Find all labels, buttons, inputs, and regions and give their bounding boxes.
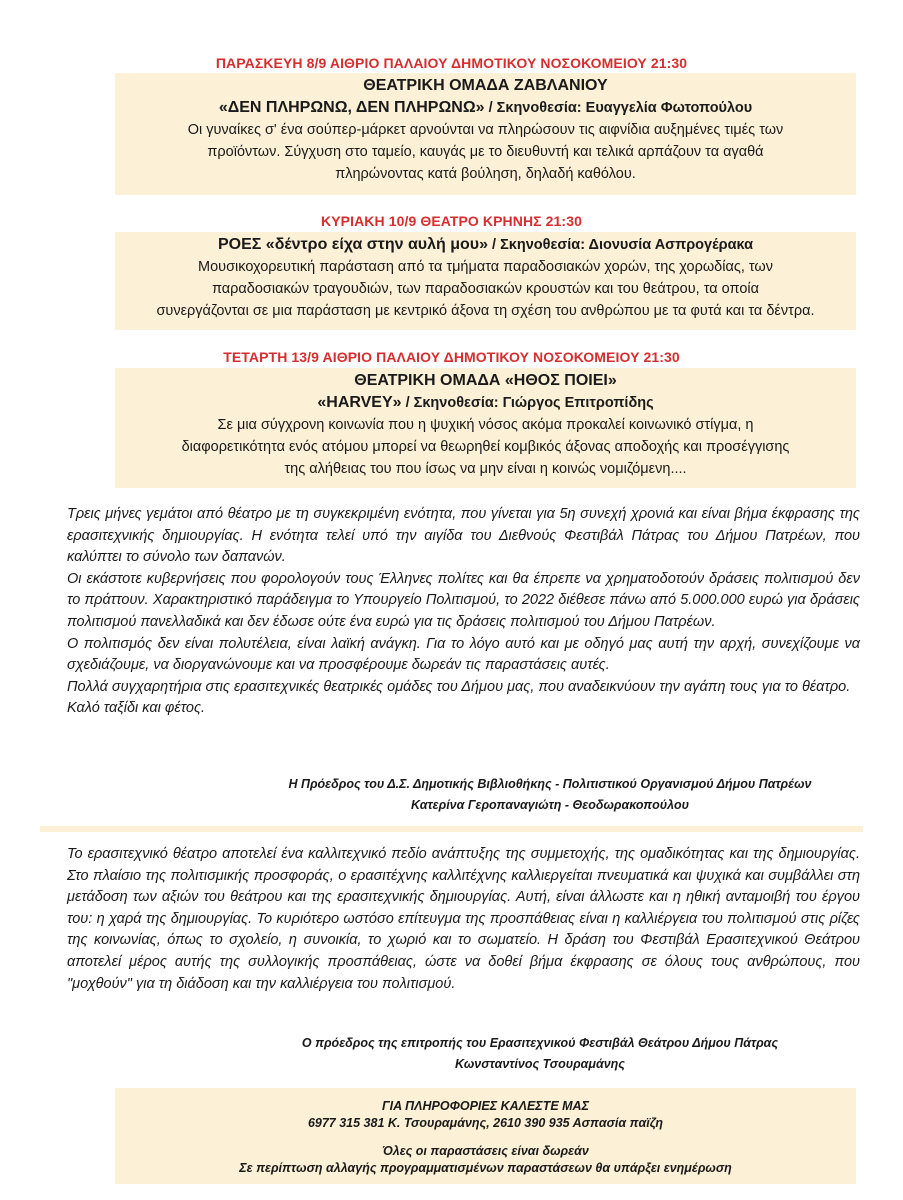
message-2-signature-name: Κωνσταντίνος Τσουραμάνης <box>455 1057 625 1071</box>
event-1-play: «ΔΕΝ ΠΛΗΡΩΝΩ, ΔΕΝ ΠΛΗΡΩΝΩ» <box>218 99 485 116</box>
event-2-desc-line: συνεργάζονται σε μια παράσταση με κεντρικό άξονα τη σχέση του ανθρώπου με τα φυτά και τα δέντρα. <box>156 303 815 319</box>
message-1-signature <box>200 774 900 816</box>
message-1-paragraph: Οι εκάστοτε κυβερνήσεις που φορολογούν τους Έλληνες πολίτες και θα έπρεπε να χρηματοδοτούν δράσεις πολιτισμού δεν το πράττουν. Χαρακτηριστικό παράδειγμα το Υπουργείο Πολιτισμού, το 2022 διέθεσε πάνω από 5.000.000 ευρώ για δράσεις πολιτισμού πανελλαδικά και δεν έδωσε ούτε ένα ευρώ για τις δράσεις πολιτισμού του Δήμου Πατρέων. <box>67 570 860 630</box>
contact-title: ΓΙΑ ΠΛΗΡΟΦΟΡΙΕΣ ΚΑΛΕΣΤΕ ΜΑΣ <box>382 1099 589 1113</box>
event-2-title-line <box>115 234 856 256</box>
contact-phones: 6977 315 381 Κ. Τσουραμάνης, 2610 390 935 Ασπασία παϊζη <box>307 1116 664 1130</box>
event-1-box <box>115 73 856 195</box>
event-2-box <box>115 232 856 330</box>
message-2-signature <box>190 1033 890 1075</box>
event-2-director: / Σκηνοθεσία: Διονυσία Ασπρογέρακα <box>487 237 754 253</box>
message-2-signature-title: Ο πρόεδρος της επιτροπής του Ερασιτεχνικού Φεστιβάλ Θεάτρου Δήμου Πάτρας <box>301 1036 779 1050</box>
message-2-text <box>67 844 860 995</box>
message-1-paragraph: Πολλά συγχαρητήρια στις ερασιτεχνικές θεατρικές ομάδες του Δήμου μας, που αναδεικνύουν την αγάπη τους για το θέατρο. <box>67 678 851 695</box>
event-2-desc-line: Μουσικοχορευτική παράσταση από τα τμήματα παραδοσιακών χορών, της χορωδίας, των <box>198 259 773 275</box>
event-3-desc-line: της αλήθειας του που ίσως να μην είναι η κοινώς νομιζόμενη.... <box>284 461 687 477</box>
event-3-play: «HARVEY» <box>317 394 402 411</box>
message-2-paragraph: Το ερασιτεχνικό θέατρο αποτελεί ένα καλλιτεχνικό πεδίο ανάπτυξης της συμμετοχής, της ομαδικότητας και της δημιουργίας. Στο πλαίσιο της πολιτισμικής προσφοράς, ο ερασιτέχνης καλλιτέχνης καλλιεργείται πνευματικά και ψυχικά και συμβάλλει στη μετάδοση των αξιών του θεάτρου και της ερασιτεχνικής δημιουργίας. Αυτή, είναι άλλωστε και η ηθική ανταμοιβή του έργου του: η χαρά της δημιουργίας. Το κυριότερο ωστόσο επίτευγμα της προσπάθειας είναι η καλλιέργεια του πολιτισμού στις ρίζες της κοινωνίας, όπως το σχολείο, η συνοικία, το χωριό και το σωματείο. Η δράση του Φεστιβάλ Ερασιτεχνικού Θεάτρου αποτελεί μέρος αυτής της συλλογικής προσπάθειας, ώστε να δοθεί βήμα έκφρασης σε όλους τους ανθρώπους, που "μοχθούν" για τη διάδοση και την καλλιέργεια του πολιτισμού. <box>67 846 860 992</box>
message-1-signature-name: Κατερίνα Γεροπαναγιώτη - Θεοδωρακοπούλου <box>411 798 689 812</box>
event-1-header: ΠΑΡΑΣΚΕΥΗ 8/9 ΑΙΘΡΙΟ ΠΑΛΑΙΟΥ ΔΗΜΟΤΙΚΟΥ ΝΟΣΟΚΟΜΕΙΟΥ 21:30 <box>215 55 688 71</box>
event-2-header: ΚΥΡΙΑΚΗ 10/9 ΘΕΑΤΡΟ ΚΡΗΝΗΣ 21:30 <box>321 213 582 229</box>
contact-box <box>115 1088 856 1184</box>
message-1-paragraph: Τρεις μήνες γεμάτοι από θέατρο με τη συγκεκριμένη ενότητα, που γίνεται για 5η συνεχή χρονιά και είναι βήμα έκφρασης της ερασιτεχνικής δημιουργίας. Η ενότητα τελεί υπό την αιγίδα του Διεθνούς Φεστιβάλ Πάτρας του Δήμου Πατρέων, που καλύπτει το σύνολο των δαπανών. <box>67 506 860 566</box>
event-3-header: ΤΕΤΑΡΤΗ 13/9 ΑΙΘΡΙΟ ΠΑΛΑΙΟΥ ΔΗΜΟΤΙΚΟΥ ΝΟΣΟΚΟΜΕΙΟΥ 21:30 <box>223 349 680 365</box>
event-3-title-line <box>115 392 856 414</box>
message-1-paragraph: Ο πολιτισμός δεν είναι πολυτέλεια, είναι λαϊκή ανάγκη. Για το λόγο αυτό και με οδηγό μας αυτή την αρχή, συνεχίζουμε να σχεδιάζουμε, να διοργανώνουμε και να προσφέρουμε δωρεάν τις παραστάσεις αυτές. <box>67 635 860 674</box>
message-1-text <box>67 504 860 720</box>
contact-note-free: Όλες οι παραστάσεις είναι δωρεάν <box>382 1144 589 1158</box>
event-1-title-line <box>115 97 856 119</box>
event-3-director: / Σκηνοθεσία: Γιώργος Επιτροπίδης <box>401 395 654 411</box>
message-1-signature-title: Η Πρόεδρος του Δ.Σ. Δημοτικής Βιβλιοθήκης - Πολιτιστικού Οργανισμού Δήμου Πατρέων <box>288 777 812 791</box>
event-3-box <box>115 368 856 488</box>
event-1-desc-line: Οι γυναίκες σ' ένα σούπερ-μάρκετ αρνούνται να πληρώσουν τις αιφνίδια αυξημένες τιμές των <box>187 122 784 138</box>
event-2-play: ΡΟΕΣ «δέντρο είχα στην αυλή μου» <box>217 236 488 253</box>
contact-note-changes: Σε περίπτωση αλλαγής προγραμματισμένων παραστάσεων θα υπάρξει ενημέρωση <box>239 1161 732 1175</box>
event-1-group: ΘΕΑΤΡΙΚΗ ΟΜΑΔΑ ΖΑΒΛΑΝΙΟΥ <box>363 77 608 94</box>
section-divider <box>40 826 863 832</box>
event-2-desc-line: παραδοσιακών τραγουδιών, των παραδοσιακών κρουστών και του θεάτρου, τα οποία <box>211 281 759 297</box>
message-1-paragraph: Καλό ταξίδι και φέτος. <box>67 700 206 717</box>
event-1-desc-line: πληρώνοντας κατά βούληση, δηλαδή καθόλου. <box>335 166 636 182</box>
event-1-director: / Σκηνοθεσία: Ευαγγελία Φωτοπούλου <box>484 100 753 116</box>
event-3-group: ΘΕΑΤΡΙΚΗ ΟΜΑΔΑ «ΗΘΟΣ ΠΟΙΕΙ» <box>354 372 617 389</box>
event-3-desc-line: Σε μια σύγχρονη κοινωνία που η ψυχική νόσος ακόμα προκαλεί κοινωνικό στίγμα, η <box>217 417 754 433</box>
event-1-desc-line: προϊόντων. Σύγχυση στο ταμείο, καυγάς με το διευθυντή και τελικά αρπάζουν τα αγαθά <box>207 144 764 160</box>
event-3-desc-line: διαφορετικότητα ενός ατόμου μπορεί να θεωρηθεί κομβικός άξονας αποδοχής και προσέγγισης <box>181 439 790 455</box>
